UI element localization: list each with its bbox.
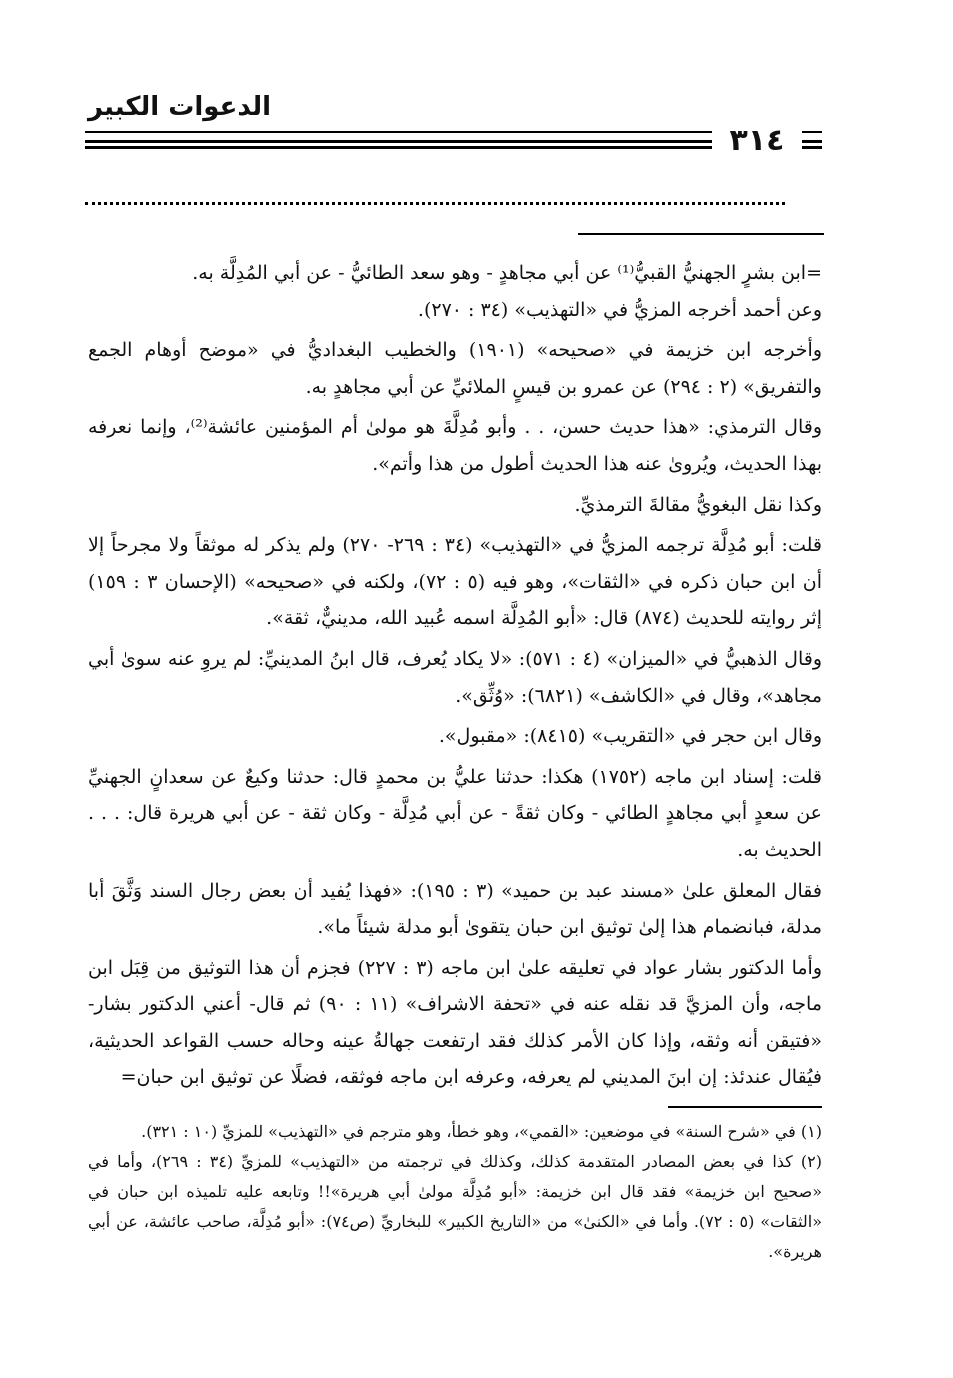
footnotes — [88, 1117, 822, 1267]
paragraph: وقال الترمذي: «هذا حديث حسن، . . وأبو مُدِلَّةَ هو مولىٰ أم المؤمنين عائشة⁽²⁾، وإنما نعرفه بهذا الحديث، ويُروىٰ عنه هذا الحديث أطول من هذا وأتم». — [88, 416, 823, 475]
paragraph: قلت: إسناد ابن ماجه (١٧٥٢) هكذا: حدثنا عليُّ بن محمدٍ قال: حدثنا وكيعٌ عن سعدانٍ الجهنيِّ عن سعدٍ أبي مجاهدٍ الطائي - وكان ثقةً - عن أبي مُدِلَّة - وكان ثقة - عن أبي هريرة قال: . . . الحديث به. — [88, 765, 822, 861]
paragraph: وقال ابن حجر في «التقريب» (٨٤١٥): «مقبول». — [438, 725, 822, 748]
header-rule-thick-left-2 — [85, 146, 712, 149]
dotted-separator — [85, 202, 785, 205]
footnote-rule — [668, 1106, 822, 1108]
book-title: الدعوات الكبير — [88, 92, 272, 122]
paragraph: وأما الدكتور بشار عواد في تعليقه علىٰ ابن ماجه (٣ : ٢٢٧) فجزم أن هذا التوثيق من قِبَل ابن ماجه، وأن المزيَّ قد نقله عنه في «تحفة الاشراف» (١١ : ٩٠) ثم قال- أعني الدكتور بشار- «فتيقن أنه وثقه، وإذا كان الأمر كذلك فقد ارتفعت جهالةُ عينه وحاله حسب القواعد الحديثية، فيُقال عندئذ: إن ابنَ المديني لم يعرفه، وعرفه ابن ماجه فوثقه، فضلًا عن توثيق ابن حبان= — [88, 956, 822, 1089]
paragraph: فقال المعلق علىٰ «مسند عبد بن حميد» (٣ : ١٩٥): «فهذا يُفيد أن بعض رجال السند وَثَّقَ أبا مدلة، فبانضمام هذا إلىٰ توثيق ابن حبان يتقوىٰ أبو مدلة شيئاً ما». — [88, 879, 823, 939]
header-rule-thick-left — [85, 140, 712, 143]
paragraph: وكذا نقل البغويُّ مقالةَ الترمذيِّ. — [574, 493, 822, 516]
main-text — [88, 255, 822, 1100]
page-number: ٣١٤ — [712, 124, 802, 158]
footnote: (٢) كذا في بعض المصادر المتقدمة كذلك، وكذلك في ترجمته من «التهذيب» للمزيِّ (٣٤ : ٢٦٩)، وأما في «صحيح ابن خزيمة» فقد قال ابن خزيمة: «أبو مُدِلَّة مولىٰ أبي هريرة»!! وتابعه عليه تلميذه ابن حبان في «الثقات» (٥ : ٧٢). وأما في «الكنىٰ» من «التاريخ الكبير» للبخاريِّ (ص٧٤): «أبو مُدِلَّة، صاحب عائشة، عن أبي هريرة». — [88, 1152, 823, 1261]
paragraph: وأخرجه ابن خزيمة في «صحيحه» (١٩٠١) والخطيب البغداديُّ في «موضح أوهام الجمع والتفريق» (٢ : ٢٩٤) عن عمرو بن قيسٍ الملائيِّ عن أبي مجاهدٍ به. — [88, 339, 822, 398]
continuation-rule — [578, 233, 824, 235]
paragraph: وقال الذهبيُّ في «الميزان» (٤ : ٥٧١): «لا يكاد يُعرف، قال ابنُ المدينيِّ: لم يروِ عنه سوىٰ أبي مجاهد»، وقال في «الكاشف» (٦٨٢١): «وُثِّق». — [88, 647, 822, 707]
paragraph: قلت: أبو مُدِلَّة ترجمه المزيُّ في «التهذيب» (٣٤ : ٢٦٩- ٢٧٠) ولم يذكر له موثقاً ولا مجرحاً إلا أن ابن حبان ذكره في «الثقات»، وهو فيه (٥ : ٧٢)، ولكنه في «صحيحه» (الإحسان ٣ : ١٥٩) إثر روايته للحديث (٨٧٤) قال: «أبو المُدِلَّة اسمه عُبيد الله، مدينيٌّ، ثقة». — [88, 534, 822, 630]
paragraph: وعن أحمد أخرجه المزيُّ في «التهذيب» (٣٤ : ٢٧٠). — [417, 298, 822, 321]
footnote: (١) في «شرح السنة» في موضعين: «القمي»، وهو خطأ، وهو مترجم في «التهذيب» للمزيِّ (١٠ : ٣٢١). — [141, 1122, 822, 1141]
paragraph: =ابن بشرٍ الجهنيُّ القبيُّ⁽¹⁾ عن أبي مجاهدٍ - وهو سعد الطائيُّ - عن أبي المُدِلَّة به. — [192, 262, 822, 284]
